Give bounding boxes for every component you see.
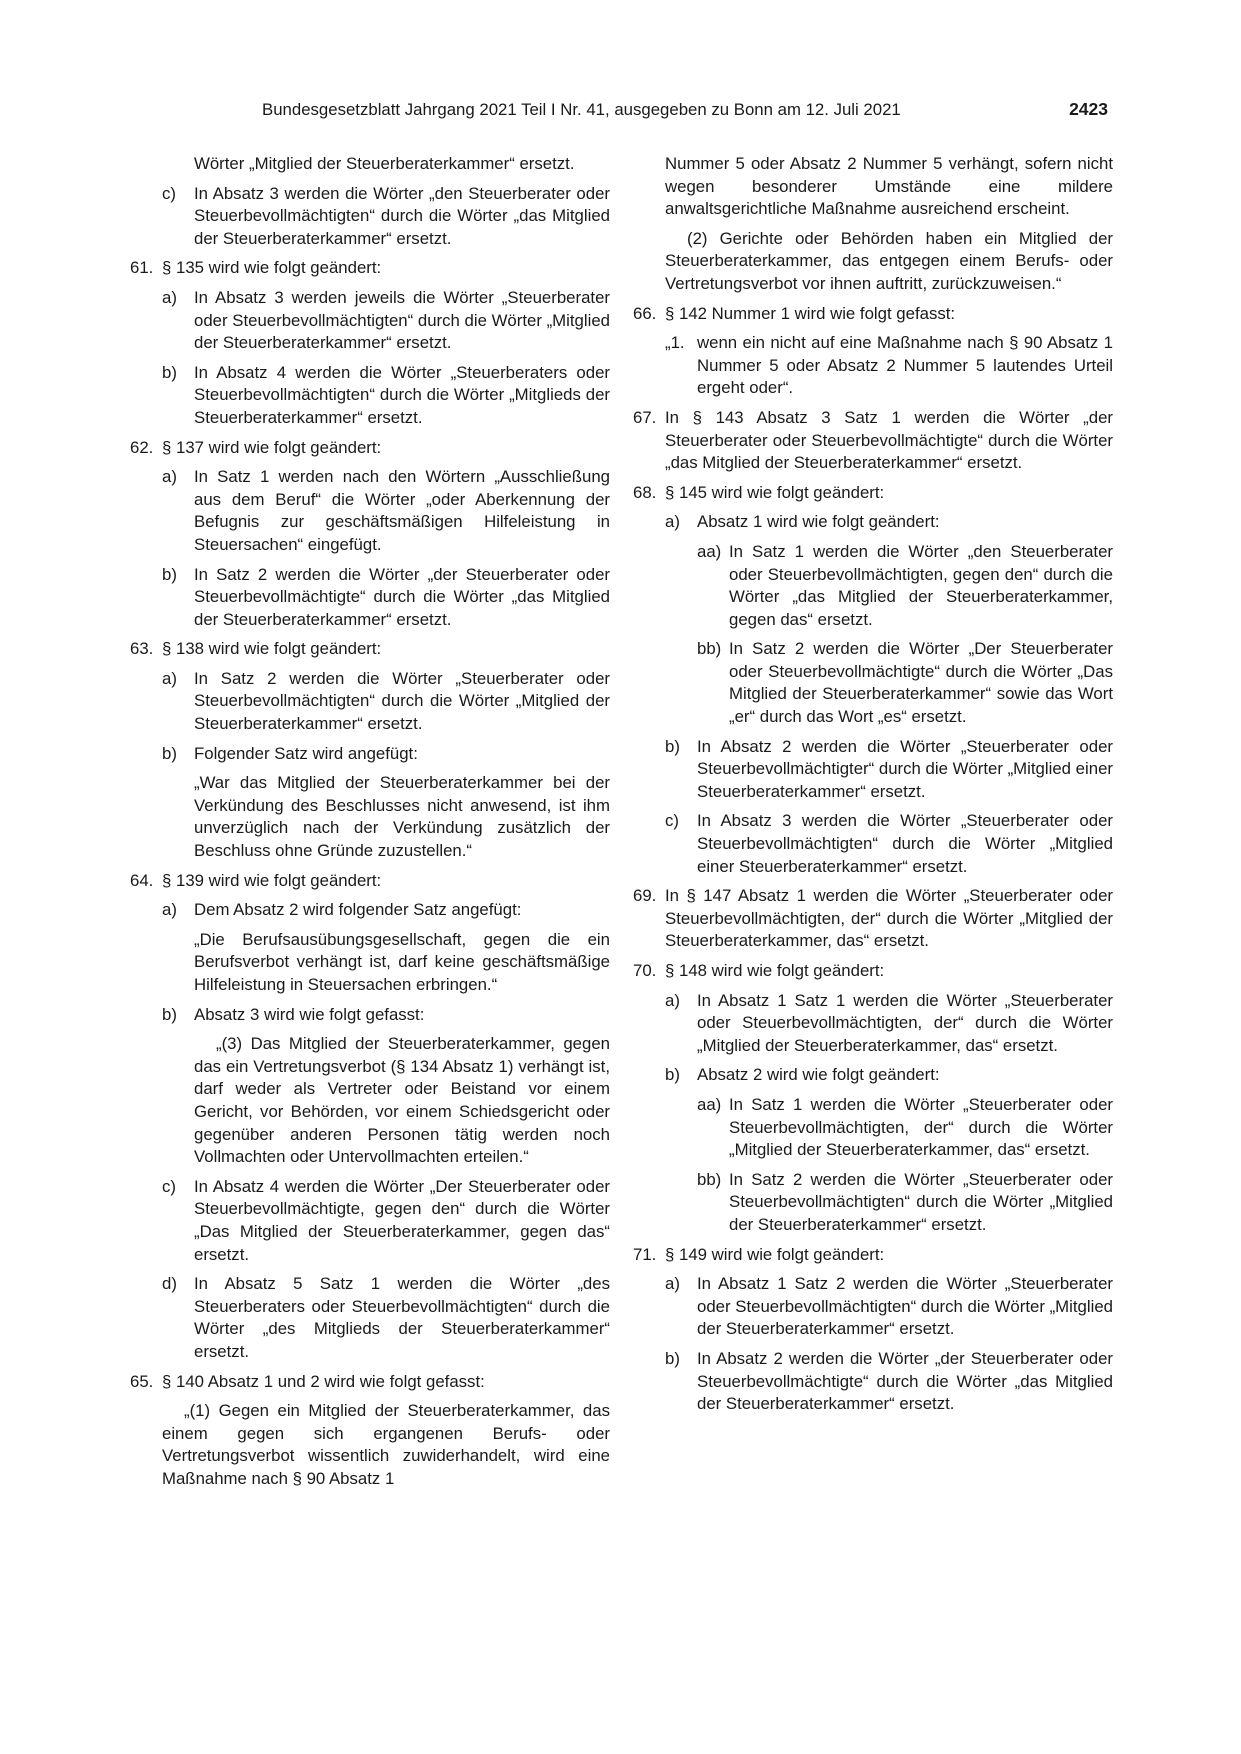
list-item: c) In Absatz 3 werden die Wörter „den Steuerberater oder Steuerbevollmächtigten“ durch die Wörter „das Mitglied der Steuerberaterkammer“ ersetzt.	[162, 183, 610, 248]
item-marker: d)	[162, 1274, 177, 1294]
list-item: d) In Absatz 5 Satz 1 werden die Wörter „des Steuerberaters oder Steuerbevollmächtigten“ durch die Wörter „des Mitglieds der Steuerberaterkammer“ ersetzt.	[162, 1274, 610, 1361]
item-marker: a)	[162, 467, 177, 487]
item-number: 65.	[130, 1371, 154, 1391]
item-marker: bb)	[697, 1169, 722, 1189]
item-marker: b)	[162, 564, 177, 584]
item-marker: c)	[162, 183, 176, 203]
item-marker: b)	[162, 1004, 177, 1024]
amendment-item: 66. § 142 Nummer 1 wird wie folgt gefasst:	[633, 303, 1113, 326]
amendment-item: 67. In § 143 Absatz 3 Satz 1 werden die Wörter „der Steuerberater oder Steuerbevollmächtigte“ durch die Wörter „das Mitglied der Steuerberaterkammer“ ersetzt.	[633, 407, 1113, 473]
list-item: b) In Absatz 4 werden die Wörter „Steuerberaters oder Steuerbevollmächtigten“ durch die Wörter „Mitglieds der Steuerberaterkammer“ ersetzt.	[162, 362, 610, 427]
item-number: 62.	[130, 437, 154, 457]
item-number: 68.	[633, 482, 657, 502]
list-item: b) Folgender Satz wird angefügt:	[130, 743, 610, 766]
list-item: a) In Absatz 1 Satz 1 werden die Wörter „Steuerberater oder Steuerbevollmächtigten, der“ durch die Wörter „Mitglied der Steuerberaterkammer, das“ ersetzt.	[665, 990, 1113, 1055]
amendment-item: 64. § 139 wird wie folgt geändert:	[130, 870, 610, 893]
list-item: b) Absatz 3 wird wie folgt gefasst:	[130, 1004, 610, 1027]
amendment-item: 70. § 148 wird wie folgt geändert:	[633, 960, 1113, 983]
list-item: b) In Absatz 2 werden die Wörter „der Steuerberater oder Steuerbevollmächtigte“ durch die Wörter „das Mitglied der Steuerberaterkammer“ ersetzt.	[665, 1348, 1113, 1414]
quoted-text: Nummer 5 oder Absatz 2 Nummer 5 verhängt, sofern nicht wegen besonderer Umstände eine mildere anwaltsgerichtliche Maßnahme ausreichend erscheint.	[665, 154, 1113, 219]
item-marker: „1.	[665, 333, 685, 353]
item-marker: a)	[665, 1274, 680, 1294]
list-item: b) Absatz 2 wird wie folgt geändert:	[633, 1064, 1113, 1087]
quoted-text: „(3) Das Mitglied der Steuerberaterkammer, gegen das ein Vertretungsverbot (§ 134 Absatz 1) verhängt ist, darf weder als Vertreter oder Beistand vor einem Gericht, vor Behörden, vor einem Schiedsgericht oder gegenüber anderen Personen tätig werden noch Vollmachten oder Untervollmachten erteilen.“	[194, 1034, 610, 1167]
quoted-text: „War das Mitglied der Steuerberaterkammer bei der Verkündung des Beschlusses nicht anwesend, ist ihm unverzüglich nach der Verkündung zusätzlich der Beschluss ohne Gründe zuzustellen.“	[194, 773, 610, 861]
item-number: 71.	[633, 1244, 657, 1264]
list-item: c) In Absatz 3 werden die Wörter „Steuerberater oder Steuerbevollmächtigten“ durch die Wörter „Mitglied einer Steuerberaterkammer“ ersetzt.	[665, 811, 1113, 876]
sub-list-item: bb) In Satz 2 werden die Wörter „Der Steuerberater oder Steuerbevollmächtigte“ durch die Wörter „Das Mitglied der Steuerberaterkammer“ sowie das Wort „er“ durch das Wort „es“ ersetzt.	[697, 639, 1113, 727]
sub-list-item: bb) In Satz 2 werden die Wörter „Steuerberater oder Steuerbevollmächtigten“ durch die Wörter „Mitglied der Steuerberaterkammer“ ersetzt.	[697, 1169, 1113, 1234]
item-number: 64.	[130, 870, 154, 890]
item-number: 63.	[130, 639, 154, 659]
item-marker: a)	[665, 512, 680, 532]
item-marker: c)	[665, 811, 679, 831]
amendment-item: 68. § 145 wird wie folgt geändert:	[633, 482, 1113, 505]
amendment-item: 61. § 135 wird wie folgt geändert:	[130, 257, 610, 280]
item-marker: a)	[162, 287, 177, 307]
item-number: 69.	[633, 886, 657, 906]
list-item: a) In Satz 2 werden die Wörter „Steuerberater oder Steuerbevollmächtigten“ durch die Wörter „Mitglied der Steuerberaterkammer“ ersetzt.	[162, 668, 610, 734]
item-marker: bb)	[697, 639, 722, 659]
list-item: a) Dem Absatz 2 wird folgender Satz angefügt:	[130, 899, 610, 922]
item-number: 61.	[130, 258, 154, 278]
item-number: 67.	[633, 407, 657, 427]
list-item: b) In Absatz 2 werden die Wörter „Steuerberater oder Steuerbevollmächtigter“ durch die Wörter „Mitglied einer Steuerberaterkammer“ ersetzt.	[665, 736, 1113, 801]
running-header: Bundesgesetzblatt Jahrgang 2021 Teil I Nr. 41, ausgegeben zu Bonn am 12. Juli 2021	[262, 100, 901, 119]
item-marker: b)	[665, 1348, 680, 1368]
item-marker: b)	[665, 736, 680, 756]
amendment-item: 63. § 138 wird wie folgt geändert:	[130, 638, 610, 661]
item-marker: aa)	[697, 541, 722, 561]
quoted-text: „Die Berufsausübungsgesellschaft, gegen die ein Berufsverbot verhängt ist, darf keine geschäftsmäßige Hilfeleistung in Steuersachen erbringen.“	[194, 929, 610, 994]
item-marker: c)	[162, 1176, 176, 1196]
right-column	[633, 153, 1113, 1423]
list-item: a) In Absatz 1 Satz 2 werden die Wörter „Steuerberater oder Steuerbevollmächtigten“ durch die Wörter „Mitglied der Steuerberaterkammer“ ersetzt.	[665, 1274, 1113, 1339]
list-item: a) In Absatz 3 werden jeweils die Wörter „Steuerberater oder Steuerbevollmächtigten“ durch die Wörter „Mitglied der Steuerberaterkammer“ ersetzt.	[162, 287, 610, 353]
item-marker: a)	[162, 900, 177, 920]
sub-list-item: aa) In Satz 1 werden die Wörter „Steuerberater oder Steuerbevollmächtigten, der“ durch die Wörter „Mitglied der Steuerberaterkammer, das“ ersetzt.	[697, 1094, 1113, 1160]
amendment-item: 65. § 140 Absatz 1 und 2 wird wie folgt gefasst:	[130, 1371, 610, 1394]
list-item: c) In Absatz 4 werden die Wörter „Der Steuerberater oder Steuerbevollmächtigte, gegen den“ durch die Wörter „Das Mitglied der Steuerberaterkammer, gegen das“ ersetzt.	[162, 1176, 610, 1264]
item-number: 70.	[633, 961, 657, 980]
page-number: 2423	[1069, 99, 1108, 119]
item-number: 66.	[633, 303, 657, 323]
list-item: b) In Satz 2 werden die Wörter „der Steuerberater oder Steuerbevollmächtigte“ durch die Wörter „das Mitglied der Steuerberaterkammer“ ersetzt.	[162, 564, 610, 629]
quoted-text: (2) Gerichte oder Behörden haben ein Mitglied der Steuerberaterkammer, das entgegen einem Berufs- oder Vertretungsverbot vor ihnen auftritt, zurückzuweisen.“	[665, 228, 1113, 293]
item-marker: aa)	[697, 1094, 722, 1114]
amendment-item: 71. § 149 wird wie folgt geändert:	[633, 1244, 1113, 1267]
amendment-item: 62. § 137 wird wie folgt geändert:	[130, 437, 610, 460]
sub-list-item: aa) In Satz 1 werden die Wörter „den Steuerberater oder Steuerbevollmächtigten, gegen den“ durch die Wörter „das Mitglied der Steuerberaterkammer, gegen das“ ersetzt.	[697, 541, 1113, 629]
page-header	[0, 100, 1241, 126]
quoted-text: „1. wenn ein nicht auf eine Maßnahme nach § 90 Absatz 1 Nummer 5 oder Absatz 2 Nummer 5 lautendes Urteil ergeht oder“.	[665, 333, 1113, 398]
item-marker: a)	[665, 990, 680, 1010]
item-marker: b)	[665, 1065, 680, 1085]
item-marker: a)	[162, 668, 177, 688]
item-marker: b)	[162, 743, 177, 763]
item-marker: b)	[162, 362, 177, 382]
amendment-item: 69. In § 147 Absatz 1 werden die Wörter „Steuerberater oder Steuerbevollmächtigten, der“ durch die Wörter „Mitglied der Steuerberaterkammer, das“ ersetzt.	[633, 886, 1113, 951]
quoted-text: „(1) Gegen ein Mitglied der Steuerberaterkammer, das einem gegen sich ergangenen Berufs- oder Vertretungsverbot wissentlich zuwiderhandelt, wird eine Maßnahme nach § 90 Absatz 1	[162, 1401, 610, 1488]
list-item: a) Absatz 1 wird wie folgt geändert:	[633, 511, 1113, 534]
list-item: a) In Satz 1 werden nach den Wörtern „Ausschließung aus dem Beruf“ die Wörter „oder Aberkennung der Befugnis zur geschäftsmäßigen Hilfeleistung in Steuersachen“ eingefügt.	[162, 467, 610, 554]
list-item: Wörter „Mitglied der Steuerberaterkammer“ ersetzt.	[194, 154, 575, 173]
left-column	[130, 153, 610, 1497]
